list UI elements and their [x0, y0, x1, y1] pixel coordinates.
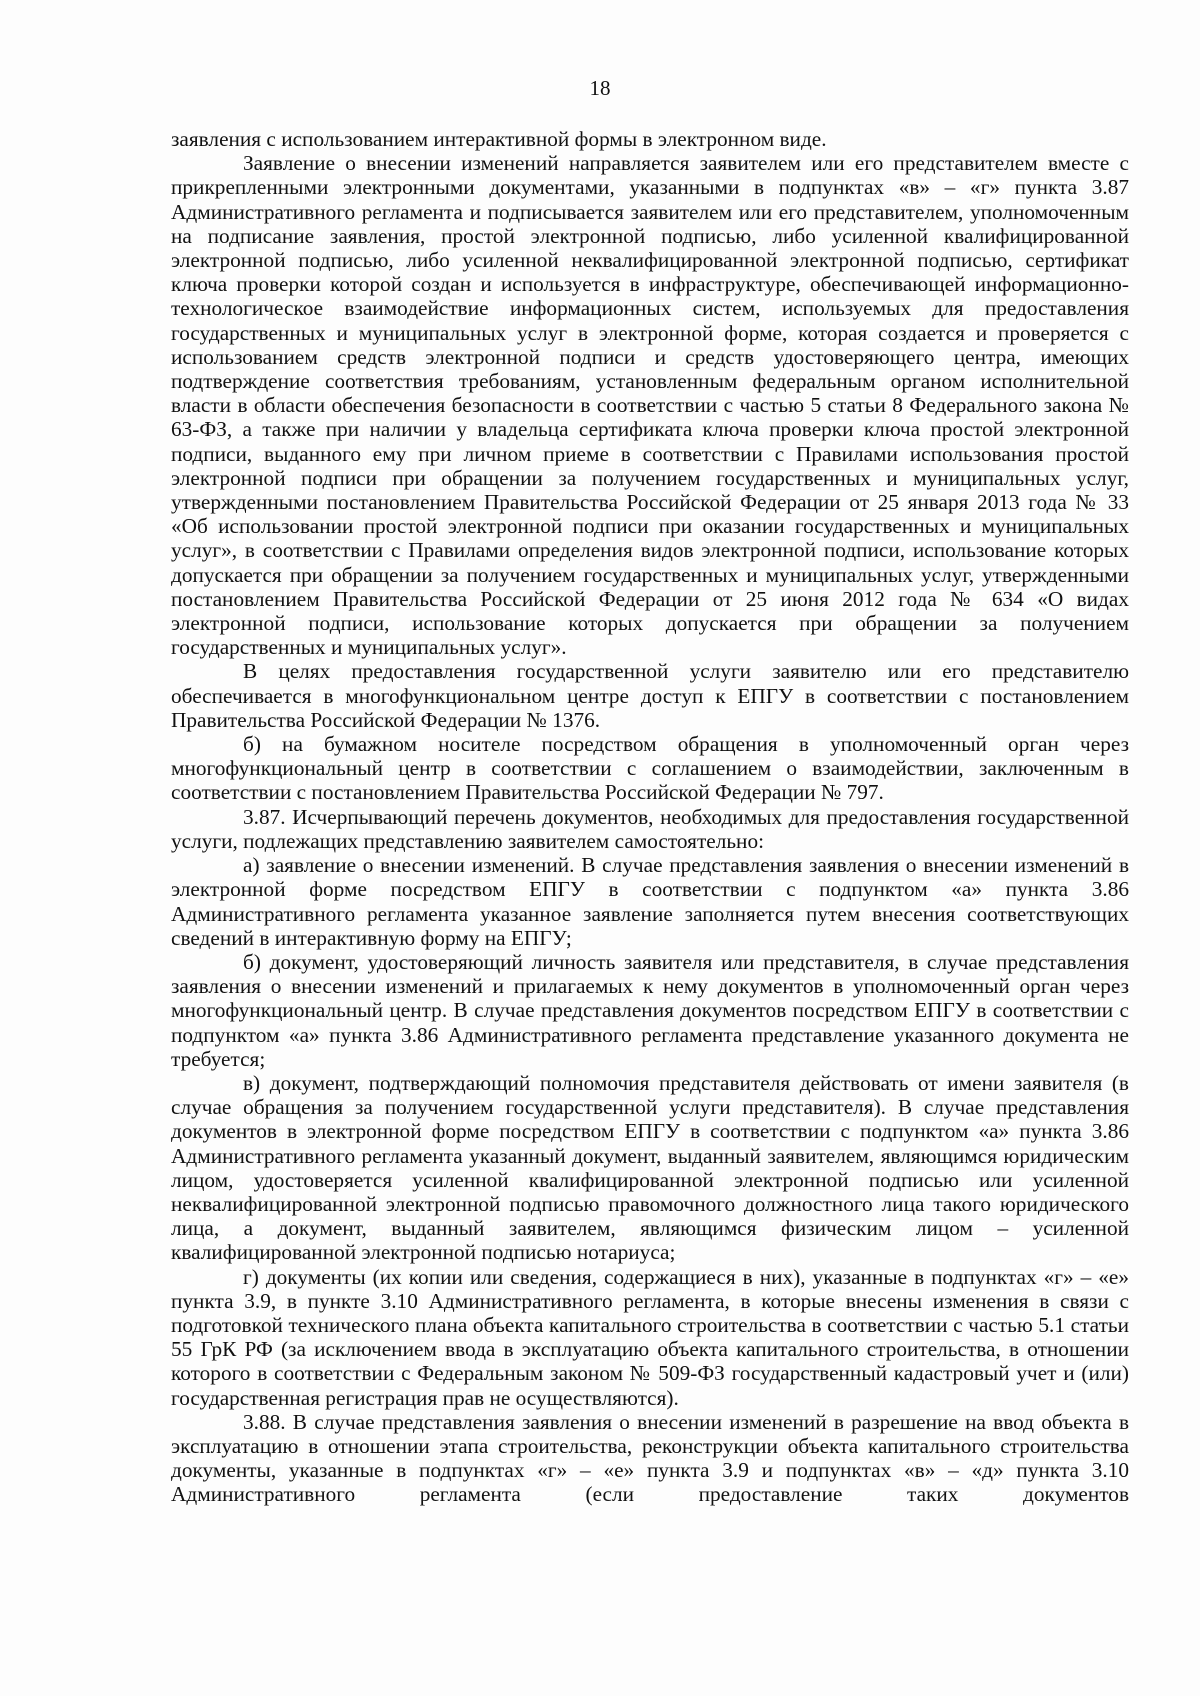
- page-number: 18: [589, 76, 611, 100]
- paragraph-3-87-heading: 3.87. Исчерпывающий перечень документов, необходимых для предоставления государственной услуги, подлежащих представлению заявителем самостоятельно:: [171, 804, 1129, 853]
- paragraph-paper-submission: б) на бумажном носителе посредством обращения в уполномоченный орган через многофункциональный центр в соответствии с соглашением о взаимодействии, заключенным в соответствии с постановлением Правительства Российской Федерации № 797.: [171, 732, 1129, 805]
- paragraph-continuation: заявления с использованием интерактивной формы в электронном виде.: [171, 127, 827, 151]
- paragraph-statement-submission: Заявление о внесении изменений направляется заявителем или его представителем вместе с прикрепленными электронными документами, указанными в подпунктах «в» – «г» пункта 3.87 Административного регламента и подписывается заявителем или его представителем, уполномоченным на подписание заявления, простой электронной подписью, либо усиленной квалифицированной электронной подписью, либо усиленной неквалифицированной электронной подписью, сертификат ключа проверки которой создан и используется в инфраструктуре, обеспечивающей информационно-технологическое взаимодействие информационных систем, используемых для предоставления государственных и муниципальных услуг в электронной форме, которая создается и проверяется с использованием средств электронной подписи и средств удостоверяющего центра, имеющих подтверждение соответствия требованиям, установленным федеральным органом исполнительной власти в области обеспечения безопасности в соответствии с частью 5 статьи 8 Федерального закона № 63-ФЗ, а также при наличии у владельца сертификата ключа проверки ключа простой электронной подписи, выданного ему при личном приеме в соответствии с Правилами использования простой электронной подписи при обращении за получением государственных и муниципальных услуг, утвержденными постановлением Правительства Российской Федерации от 25 января 2013 года № 33 «Об использовании простой электронной подписи при оказании государственных и муниципальных услуг», в соответствии с Правилами определения видов электронной подписи, использование которых допускается при обращении за получением государственных и муниципальных услуг, утвержденными постановлением Правительства Российской Федерации от 25 июня 2012 года № 634 «О видах электронной подписи, использование которых допускается при обращении за получением государственных и муниципальных услуг».: [171, 151, 1129, 660]
- paragraph-mfc-access: В целях предоставления государственной услуги заявителю или его представителю обеспечивается в многофункциональном центре доступ к ЕПГУ в соответствии с постановлением Правительства Российской Федерации № 1376.: [171, 659, 1129, 732]
- document-body: [171, 127, 1129, 1507]
- paragraph-3-87-a: а) заявление о внесении изменений. В случае представления заявления о внесении изменений в электронной форме посредством ЕПГУ в соответствии с подпунктом «а» пункта 3.86 Административного регламента указанное заявление заполняется путем внесения соответствующих сведений в интерактивную форму на ЕПГУ;: [171, 853, 1129, 950]
- paragraph-3-87-g: г) документы (их копии или сведения, содержащиеся в них), указанные в подпунктах «г» – «е» пункта 3.9, в пункте 3.10 Административного регламента, в которые внесены изменения в связи с подготовкой технического плана объекта капитального строительства в соответствии с частью 5.1 статьи 55 ГрК РФ (за исключением ввода в эксплуатацию объекта капитального строительства, в отношении которого в соответствии с Федеральным законом № 509-ФЗ государственный кадастровый учет и (или) государственная регистрация прав не осуществляются).: [171, 1264, 1129, 1410]
- paragraph-3-88: 3.88. В случае представления заявления о внесении изменений в разрешение на ввод объекта в эксплуатацию в отношении этапа строительства, реконструкции объекта капитального строительства документы, указанные в подпунктах «г» – «е» пункта 3.9 и подпунктах «в» – «д» пункта 3.10 Административного регламента (если предоставление таких документов: [171, 1409, 1129, 1507]
- paragraph-3-87-b: б) документ, удостоверяющий личность заявителя или представителя, в случае представления заявления о внесении изменений и прилагаемых к нему документов в уполномоченный орган через многофункциональный центр. В случае представления документов посредством ЕПГУ в соответствии с подпунктом «а» пункта 3.86 Административного регламента представление указанного документа не требуется;: [171, 949, 1129, 1071]
- paragraph-3-87-v: в) документ, подтверждающий полномочия представителя действовать от имени заявителя (в случае обращения за получением государственной услуги представителя). В случае представления документов в электронной форме посредством ЕПГУ в соответствии с подпунктом «а» пункта 3.86 Административного регламента указанный документ, выданный заявителем, являющимся юридическим лицом, удостоверяется усиленной квалифицированной электронной подписью или усиленной неквалифицированной электронной подписью правомочного должностного лица такого юридического лица, а документ, выданный заявителем, являющимся физическим лицом – усиленной квалифицированной электронной подписью нотариуса;: [171, 1070, 1129, 1265]
